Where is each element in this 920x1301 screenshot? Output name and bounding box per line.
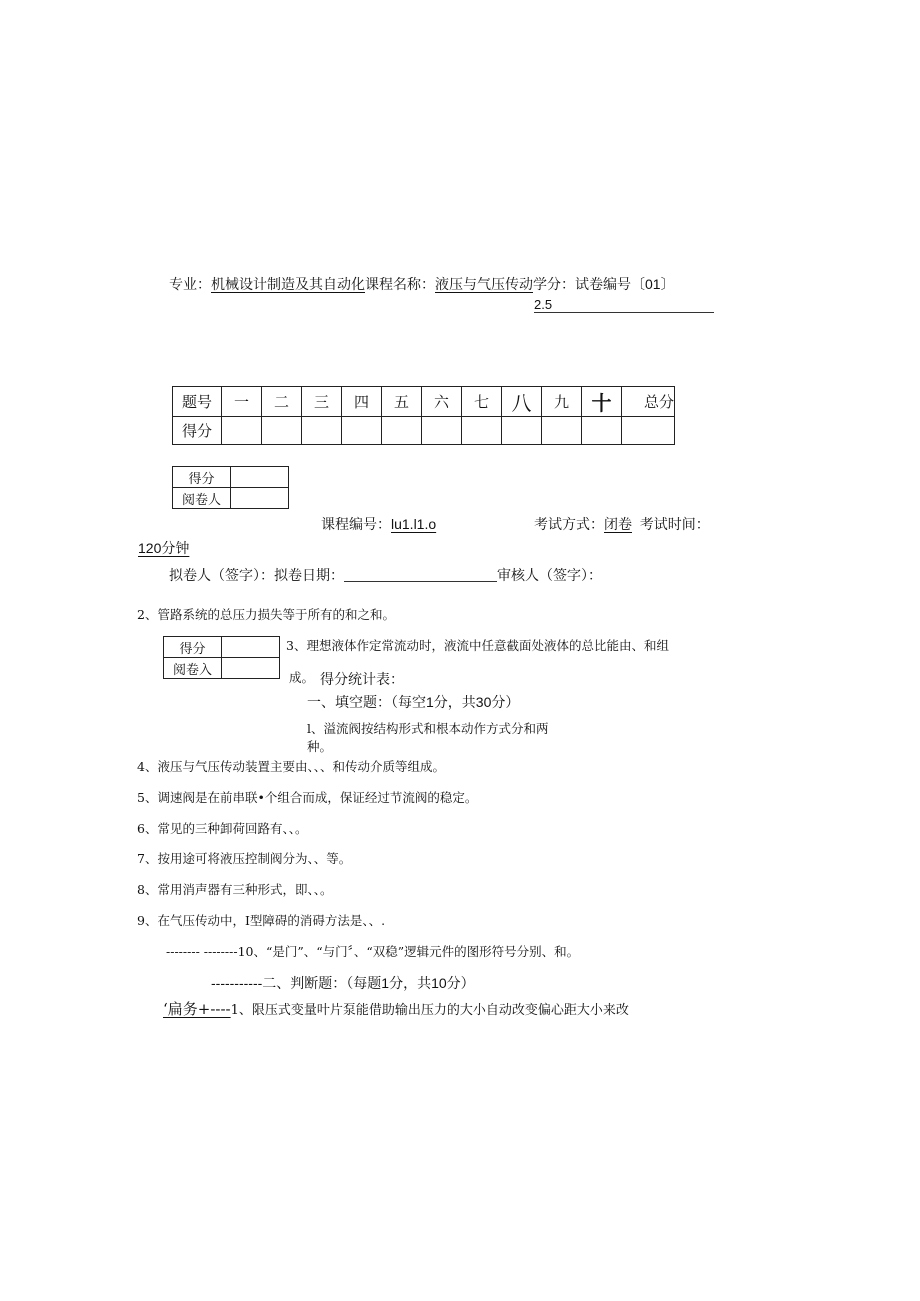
column-9: 九 — [542, 387, 582, 417]
grader-reviewer-cell[interactable] — [231, 488, 289, 509]
score-cell[interactable] — [542, 417, 582, 445]
column-3: 三 — [302, 387, 342, 417]
grader-score-label: 得分 — [173, 467, 231, 488]
grader-reviewer-label: 阅卷入 — [164, 658, 222, 679]
question-1-line-2: 种。 — [307, 739, 333, 754]
paper-number: 试卷编号〔01〕 — [575, 276, 675, 292]
question-8: 8、常用消声器有三种形式，即、、。 — [137, 882, 333, 897]
date-label: 拟卷日期： — [274, 567, 344, 583]
question-3-line-2: 成。 — [289, 670, 315, 685]
section-2-dashes: ----------- — [211, 975, 263, 991]
reviewer-signature-label: 审核人（签字）： — [497, 567, 602, 583]
column-5: 五 — [382, 387, 422, 417]
score-cell[interactable] — [382, 417, 422, 445]
question-9: 9、在气压传动中，I型障碍的消碍方法是、、. — [137, 913, 386, 928]
credit-underline — [534, 312, 714, 313]
exam-mode-value: 闭卷 — [604, 516, 632, 532]
question-3-line-1: 3、理想液体作定常流动时，液流中任意截面处液体的总比能由、和组 — [286, 638, 669, 653]
judgment-question-1 — [163, 998, 629, 1019]
score-table-score-row — [173, 417, 675, 445]
section-2-title: 二、判断题：（每题1分，共10分） — [262, 975, 475, 991]
exam-mode-label: 考试方式： — [534, 516, 604, 532]
course-code — [321, 514, 436, 534]
course-name-label: 课程名称： — [365, 276, 435, 292]
question-6: 6、常见的三种卸荷回路有、、。 — [137, 821, 308, 836]
column-10: 十 — [582, 387, 622, 417]
total-score-label: 总分 — [622, 387, 675, 417]
column-4: 四 — [342, 387, 382, 417]
score-cell[interactable] — [262, 417, 302, 445]
question-10 — [166, 942, 579, 960]
course-name-value: 液压与气压传动 — [435, 276, 533, 292]
grader-score-cell[interactable] — [222, 637, 280, 658]
score-cell[interactable] — [502, 417, 542, 445]
column-1: 一 — [222, 387, 262, 417]
score-cell[interactable] — [422, 417, 462, 445]
grader-score-cell[interactable] — [231, 467, 289, 488]
score-cell[interactable] — [302, 417, 342, 445]
author-signature-label: 拟卷人（签字）： — [169, 567, 274, 583]
stats-title: 得分统计表： — [320, 671, 404, 687]
section-2-side-mark: ‘扁务+---- — [163, 1000, 231, 1018]
exam-time-label: 考试时间： — [639, 516, 710, 532]
score-cell[interactable] — [222, 417, 262, 445]
major-label: 专业： — [169, 276, 211, 292]
section-1-title: 一、填空题：（每空1分，共30分） — [307, 694, 520, 710]
column-2: 二 — [262, 387, 302, 417]
score-table-header-row — [173, 387, 675, 417]
question-7: 7、按用途可将液压控制阀分为、、等。 — [137, 851, 352, 866]
date-blank[interactable] — [344, 567, 497, 582]
score-cell[interactable] — [462, 417, 502, 445]
judgment-question-1-text: 1、限压式变量叶片泵能借助输出压力的大小自动改变偏心距大小来改 — [230, 1003, 629, 1018]
question-1-line-1: l、溢流阀按结构形式和根本动作方式分和两 — [307, 721, 549, 736]
grader-reviewer-cell[interactable] — [222, 658, 280, 679]
column-7: 七 — [462, 387, 502, 417]
section-2-heading — [211, 973, 475, 993]
major-value: 机械设计制造及其自动化 — [211, 276, 365, 292]
score-cell[interactable] — [582, 417, 622, 445]
total-score-cell[interactable] — [622, 417, 675, 445]
question-number-label: 题号 — [173, 387, 222, 417]
column-8: 八 — [502, 387, 542, 417]
grader-box-1 — [172, 466, 289, 509]
question-5: 5、调速阀是在前串联•个组合而成，保证经过节流阀的稳定。 — [137, 790, 478, 805]
grader-reviewer-label: 阅卷人 — [173, 488, 231, 509]
credit-label: 学分： — [533, 276, 575, 292]
course-code-label: 课程编号： — [321, 516, 391, 532]
grader-score-label: 得分 — [164, 637, 222, 658]
exam-mode — [534, 514, 710, 534]
column-6: 六 — [422, 387, 462, 417]
question-4: 4、液压与气压传动装置主要由、、、和传动介质等组成。 — [137, 759, 445, 774]
score-label: 得分 — [173, 417, 222, 445]
score-table — [172, 386, 675, 445]
course-code-value: lu1.l1.o — [391, 516, 437, 532]
header-line — [169, 274, 675, 294]
grader-box-2 — [163, 636, 280, 679]
question-2: 2、管路系统的总压力损失等于所有的和之和。 — [137, 607, 395, 622]
signature-line — [169, 565, 602, 585]
score-cell[interactable] — [342, 417, 382, 445]
question-10-dashes: -------- -------- — [166, 944, 238, 959]
exam-time-value: 120分钟 — [138, 540, 190, 556]
credit-value: 2.5 — [534, 297, 553, 312]
question-10-text: 10、“是门”、“与门〞、“双稳”逻辑元件的图形符号分别、和。 — [237, 944, 580, 959]
